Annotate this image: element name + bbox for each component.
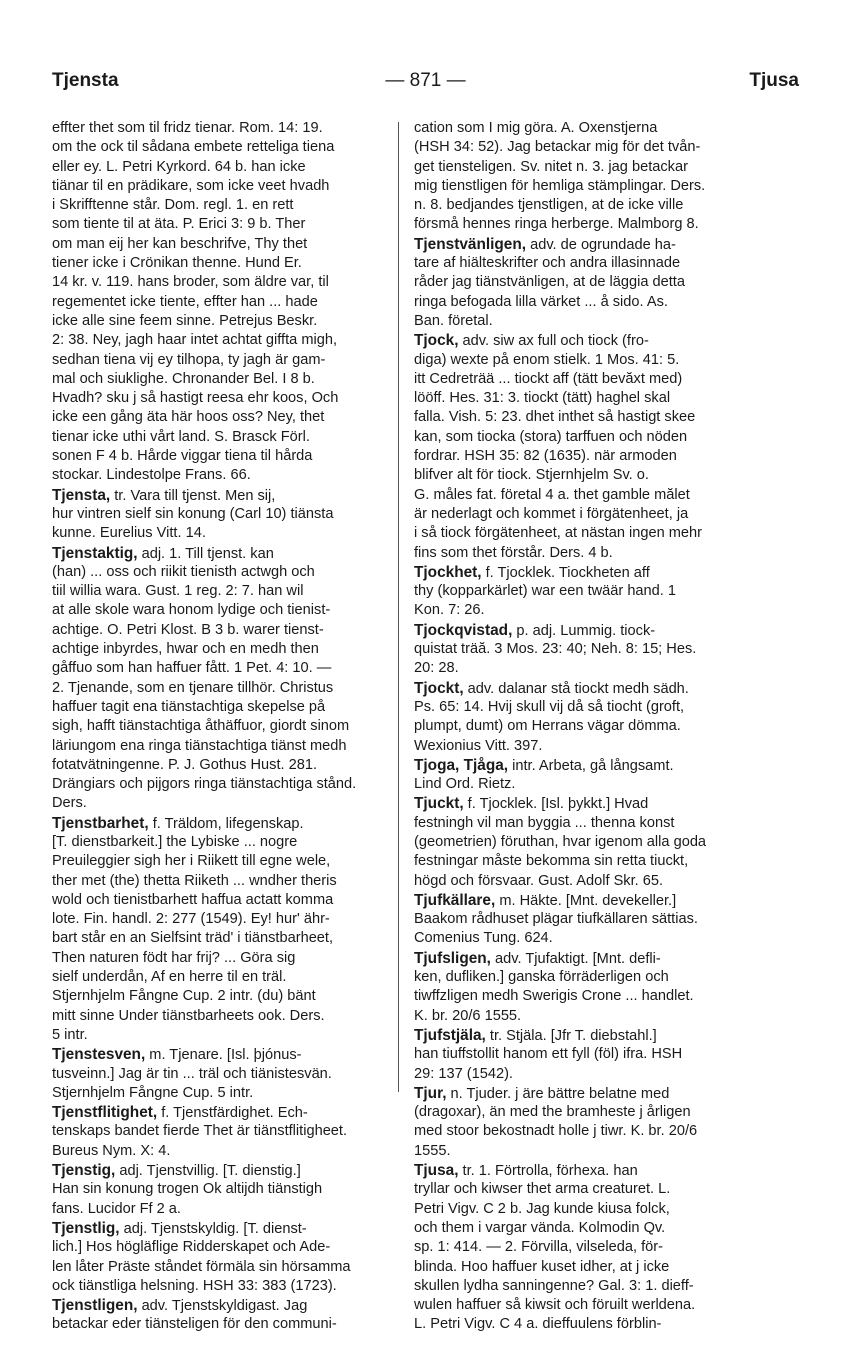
entry-first-line [52,486,397,505]
entry-first-line [414,563,759,582]
entry-first-line [414,1084,759,1103]
text-line [414,640,759,659]
text-line [414,1296,759,1315]
running-head-last-word: Tjusa [749,70,799,91]
line-text: wold och tienistbarhett haffua actatt komma [52,891,334,908]
line-text: 1555. [414,1142,451,1159]
text-line [52,582,397,601]
line-text: sigh, hafft tiänstachtiga åthäffuor, giordt sinom [52,718,350,735]
entry-first-line [414,1161,759,1180]
text-line [414,987,759,1006]
line-text: f. Tjocklek. Tiockheten aff [481,564,650,581]
text-line [414,196,759,215]
text-line [414,775,759,794]
text-line [414,968,759,987]
text-line [414,833,759,852]
line-text: 20: 28. [414,660,459,677]
line-text: itt Cedreträä ... tiockt aff (tätt bevăxt med) [414,370,683,387]
line-text: 2. Tjenande, som en tjenare tillhör. Christus [52,679,334,696]
text-line [52,717,397,736]
line-text: Stjernhjelm Fångne Cup. 2 intr. (du) bänt [52,988,316,1005]
text-line [414,119,759,138]
line-text: (HSH 34: 52). Jag betackar mig för det tvån- [414,139,701,156]
headword: Tjuckt, [414,795,464,813]
text-line [414,447,759,466]
text-line [52,910,397,929]
text-line [52,331,397,350]
text-line [414,312,759,331]
text-line [414,138,759,157]
line-text: eller ey. L. Petri Kyrkord. 64 b. han icke [52,158,306,175]
text-line [52,852,397,871]
line-text: Drängiars och pijgors ringa tiänstachtiga stånd. [52,776,357,793]
line-text: haffuer tagit ena tiänstachtiga skepelse på [52,698,326,715]
line-text: tr. Vara till tjenst. Men sij, [110,487,276,504]
entry-first-line [52,1296,397,1315]
page-number: — 871 — [385,70,466,91]
text-line [414,659,759,678]
line-text: ken, dufliken.] ganska förräderligen och [414,969,669,986]
line-text: fans. Lucidor Ff 2 a. [52,1200,181,1217]
text-line [414,273,759,292]
headword: Tjockqvistad, [414,621,513,639]
line-text: m. Tjenare. [Isl. þjónus- [145,1047,302,1064]
line-text: tr. 1. Förtrolla, förhexa. han [458,1163,638,1180]
headword: Tjenstbarhet, [52,814,149,832]
entry-first-line [414,756,759,775]
line-text: adv. Tjufaktigt. [Mnt. defli- [490,950,661,967]
text-line [52,659,397,678]
text-line [414,852,759,871]
headword: Tjenstig, [52,1162,116,1180]
text-line [414,582,759,601]
line-text: Comenius Tung. 624. [414,930,553,947]
line-text: adv. Tjenstskyldigast. Jag [137,1298,308,1315]
line-text: ther met (the) thetta Riiketh ... wndher theris [52,872,337,889]
text-line [52,601,397,620]
entry-first-line [414,235,759,254]
line-text: quistat träă. 3 Mos. 23: 40; Neh. 8: 15; Hes. [414,641,697,658]
text-line [414,293,759,312]
line-text: icke alle sine feem sinne. Petrejus Beskr. [52,312,318,329]
right-column [414,119,759,1335]
line-text: wulen haffuer så kiwsit och föruilt werldena. [414,1297,696,1314]
headword: Tjufsligen, [414,949,491,967]
line-text: blifver alt för tiock. Stjernhjelm Sv. o. [414,467,649,484]
text-line [52,235,397,254]
line-text: sielf underdån, Af en herre til en träl. [52,969,287,986]
text-line [52,794,397,813]
line-text: ringa befogada lilla värket ... å sido. As. [414,293,668,310]
text-line [52,389,397,408]
line-text: och them i vargar vända. Kolmodin Qv. [414,1219,666,1236]
line-text: mal och siuklighe. Chronander Bel. I 8 b. [52,370,315,387]
text-line [52,833,397,852]
line-text: Preuileggier sigh her i Riikett till egne wele, [52,853,331,870]
entry-first-line [52,1103,397,1122]
text-line [52,987,397,1006]
line-text: ock tiänstliga helsning. HSH 33: 383 (1723). [52,1277,337,1294]
text-line [52,775,397,794]
text-line [414,1277,759,1296]
text-line [52,1180,397,1199]
line-text: läriungom ena ringa tiänstachtiga tiänst medh [52,737,347,754]
line-text: adv. dalanar stå tiockt medh sädh. [463,680,689,697]
text-line [414,814,759,833]
headword: Tjusa, [414,1162,459,1180]
running-head-first-word: Tjensta [52,70,119,91]
text-line [52,1084,397,1103]
line-text: sedhan tiena vij ey tilhopa, ty jagh är gam- [52,351,326,368]
text-line [52,524,397,543]
text-line [52,1200,397,1219]
line-text: effter thet som til fridz tienar. Rom. 14: 19. [52,120,323,136]
line-text: 2: 38. Ney, jagh haar intet achtat giffta migh, [52,332,338,349]
text-line [414,1142,759,1161]
line-text: get tiensteligen. Sv. nitet n. 3. jag betackar [414,158,688,175]
column-divider [398,122,399,1092]
line-text: betackar eder tiänsteligen för den communi- [52,1316,337,1333]
line-text: försmå hennes ringa herberge. Malmborg 8. [414,216,699,233]
line-text: stockar. Lindestolpe Frans. 66. [52,467,251,484]
text-line [52,119,397,138]
line-text: achtige inbyrdes, hwar och en medh then [52,641,319,658]
line-text: m. Häkte. [Mnt. devekeller.] [495,892,677,909]
text-line [52,1065,397,1084]
line-text: med stoor bekostnadt holle j tiwr. K. br. 20/6 [414,1123,698,1140]
line-text: lich.] Hos högläflige Ridderskapet och Ade- [52,1239,331,1256]
line-text: lööff. Hes. 31: 3. tiockt (tätt) haghel skal [414,390,671,407]
line-text: Ban. företal. [414,312,493,329]
headword: Tjenstesven, [52,1046,146,1064]
text-line [414,370,759,389]
line-text: Ps. 65: 14. Hvij skull vij då så tiocht (groft, [414,698,685,715]
text-line [52,949,397,968]
line-text: lote. Fin. handl. 2: 277 (1549). Ey! hur' ähr- [52,911,330,928]
headword: Tjenstvänligen, [414,235,527,253]
line-text: tenskaps bandet fierde Thet är tiänstflitigheet. [52,1123,348,1140]
text-line [52,293,397,312]
text-line [52,351,397,370]
text-line [414,1200,759,1219]
text-line [414,177,759,196]
text-line [414,254,759,273]
entry-first-line [414,679,759,698]
line-text: Petri Vigv. C 2 b. Jag kunde kiusa folck, [414,1200,670,1217]
line-text: blinda. Hoo haffuer kuset idher, at j icke [414,1258,670,1275]
line-text: diga) wexte på enom stielk. 1 Mos. 41: 5. [414,351,680,368]
text-line [52,1142,397,1161]
text-line [52,1007,397,1026]
line-text: Lind Ord. Rietz. [414,776,516,793]
text-line [52,312,397,331]
text-line [414,408,759,427]
entry-first-line [414,794,759,813]
text-line [52,563,397,582]
line-text: mitt sinne Under tiänstbarheets ook. Ders. [52,1007,325,1024]
line-text: skullen lydha sanningenne? Gal. 3: 1. dieff- [414,1277,694,1294]
line-text: festningar måste bekomma sin retta tiuckt, [414,853,689,870]
line-text: intr. Arbeta, gå långsamt. [508,757,674,774]
line-text: kan, som tiocka (stora) tarffuen och nöden [414,428,688,445]
line-text: (han) ... oss och riikit tienisth actwgh och [52,563,315,580]
text-line [52,215,397,234]
text-line [52,698,397,717]
line-text: regementet icke tiente, effter han ... hade [52,293,318,310]
text-line [52,428,397,447]
line-text: tiil willia wara. Gust. 1 reg. 2: 7. han wil [52,583,304,600]
line-text: sp. 1: 414. — 2. Förvilla, vilseleda, för- [414,1239,664,1256]
text-line [414,698,759,717]
line-text: (geometrien) föruthan, hvar igenom alla goda [414,833,707,850]
text-line [414,505,759,524]
headword: Tjensta, [52,486,111,504]
line-text: adv. siw ax full och tiock (fro- [458,333,649,350]
text-line [52,447,397,466]
text-line [414,1315,759,1334]
line-text: tryllar och kiwser thet arma creaturet. L. [414,1181,671,1198]
line-text: thy (kopparkärlet) war een twäär hand. 1 [414,583,677,600]
headword: Tjufkällare, [414,891,496,909]
text-line [414,428,759,447]
line-text: Wexionius Vitt. 397. [414,737,543,754]
left-column [52,119,397,1335]
text-line [52,370,397,389]
text-line [52,254,397,273]
text-line [414,389,759,408]
line-text: plumpt, dumt) om Herrans vägar dömma. [414,718,681,735]
line-text: tare af hiälteskrifter och andra illasinnade [414,255,681,272]
entry-first-line [52,814,397,833]
line-text: n. 8. bedjandes tjenstligen, at de icke ville [414,197,684,214]
text-line [52,1238,397,1257]
line-text: 5 intr. [52,1026,88,1043]
line-text: gåffuo som han haffuer fått. 1 Pet. 4: 10. — [52,660,332,677]
text-line [52,1258,397,1277]
text-line [52,505,397,524]
text-line [414,351,759,370]
entry-first-line [414,891,759,910]
headword: Tjufstjäla, [414,1026,486,1044]
line-text: sonen F 4 b. Hårde viggar tiena til hårda [52,448,313,465]
text-line [414,215,759,234]
line-text: f. Träldom, lifegenskap. [148,815,304,832]
line-text: p. adj. Lummig. tiock- [512,622,656,639]
text-line [414,910,759,929]
line-text: adj. Tjenstvillig. [T. dienstig.] [115,1163,301,1180]
text-line [52,1315,397,1334]
text-line [52,466,397,485]
line-text: råder jag tiänstvänligen, at de läggia detta [414,274,685,291]
line-text: Then naturen födt har frij? ... Göra sig [52,949,296,966]
line-text: K. br. 20/6 1555. [414,1007,522,1024]
line-text: L. Petri Vigv. C 4 a. dieffuulens förblin- [414,1316,662,1333]
line-text: fotatvätningenne. P. J. Gothus Hust. 281. [52,756,318,773]
line-text: G. måles fat. företal 4 a. thet gamble mălet [414,486,690,503]
text-line [414,544,759,563]
line-text: om the ock til sådana embete retteliga tiena [52,139,335,156]
line-text: fins som thet förstår. Ders. 4 b. [414,544,613,561]
text-line [414,1122,759,1141]
text-line [52,273,397,292]
headword: Tjenstflitighet, [52,1104,158,1122]
text-line [414,872,759,891]
line-text: Baakom rådhuset plägar tiufkällaren sättias. [414,911,698,928]
text-line [414,1219,759,1238]
line-text: adv. de ogrundade ha- [526,236,676,253]
line-text: är nederlagt och kommet i förgätenheet, ja [414,505,689,522]
text-line [414,717,759,736]
text-line [52,138,397,157]
text-line [414,1258,759,1277]
entry-first-line [52,1161,397,1180]
line-text: högd och försvaar. Gust. Adolf Skr. 65. [414,872,664,889]
entry-first-line [52,1045,397,1064]
text-line [414,1103,759,1122]
line-text: mig tienstligen för hemliga stämplingar. Ders. [414,177,706,194]
text-line [414,737,759,756]
line-text: i Skrifftenne står. Dom. regl. 1. en rett [52,197,294,214]
text-line [52,408,397,427]
text-line [414,1065,759,1084]
entry-first-line [414,1026,759,1045]
line-text: som tiente til at äta. P. Erici 3: 9 b. Ther [52,216,306,233]
text-line [52,196,397,215]
line-text: tiänar til en prädikare, som icke veet hvadh [52,177,330,194]
headword: Tjockt, [414,679,464,697]
text-line [52,679,397,698]
line-text: Stjernhjelm Fångne Cup. 5 intr. [52,1084,254,1101]
line-text: achtige. O. Petri Klost. B 3 b. warer tienst- [52,621,324,638]
line-text: Ders. [52,795,87,812]
line-text: Bureus Nym. X: 4. [52,1142,171,1159]
text-line [52,756,397,775]
text-line [52,968,397,987]
line-text: 29: 137 (1542). [414,1065,513,1082]
headword: Tjenstlig, [52,1219,120,1237]
entry-first-line [414,331,759,350]
headword: Tjenstligen, [52,1297,138,1315]
line-text: Han sin konung trogen Ok altijdh tiänstigh [52,1181,323,1198]
line-text: han tiuffstollit hanom ett fyll (föl) ifra. HSH [414,1046,683,1063]
line-text: festningh vil man byggia ... thenna konst [414,814,675,831]
line-text: [T. dienstbarkeit.] the Lybiske ... nogre [52,833,298,850]
headword: Tjur, [414,1084,447,1102]
line-text: hur vintren sielf sin konung (Carl 10) tiänsta [52,505,334,522]
text-line [52,177,397,196]
line-text: (dragoxar), än med the bramheste j årligen [414,1104,691,1121]
text-line [52,640,397,659]
text-line [52,621,397,640]
line-text: icke een gång äta här hoos oss? Ney, thet [52,409,325,426]
line-text: tiwffzligen medh Swerigis Crone ... handlet. [414,988,694,1005]
text-line [414,601,759,620]
text-line [414,1045,759,1064]
line-text: kunne. Eurelius Vitt. 14. [52,525,206,542]
headword: Tjenstaktig, [52,544,138,562]
text-line [52,929,397,948]
text-line [52,737,397,756]
text-line [414,486,759,505]
text-line [52,872,397,891]
line-text: Kon. 7: 26. [414,602,485,619]
line-text: cation som I mig göra. A. Oxenstjerna [414,120,658,136]
line-text: len låter Präste ståndet förmäla sin hörsamma [52,1258,351,1275]
line-text: om man eij her kan beschrifve, Thy thet [52,235,308,252]
line-text: tienar icke uthi vårt land. S. Brasck Förl. [52,428,310,445]
line-text: bart står en an Sielfsint träd' i tiänstbarheet, [52,930,334,947]
line-text: tiener icke i Crönikan thenne. Hund Er. [52,255,302,272]
text-line [414,524,759,543]
text-line [414,1180,759,1199]
entry-first-line [52,1219,397,1238]
line-text: n. Tjuder. j äre bättre belatne med [446,1085,670,1102]
text-line [414,466,759,485]
text-line [414,929,759,948]
line-text: f. Tjocklek. [Isl. þykkt.] Hvad [463,796,649,813]
headword: Tjoga, Tjåga, [414,756,509,774]
line-text: fordrar. HSH 35: 82 (1635). när armoden [414,448,677,465]
line-text: tusveinn.] Jag är tin ... träl och tiänistesvän. [52,1065,332,1082]
line-text: adj. Tjenstskyldig. [T. dienst- [119,1220,307,1237]
headword: Tjock, [414,332,459,350]
line-text: i så tiock förgätenheet, at nästan ingen mehr [414,525,702,542]
line-text: adj. 1. Till tjenst. kan [137,545,274,562]
text-line [52,158,397,177]
text-line [52,1026,397,1045]
line-text: falla. Vish. 5: 23. dhet inthet så hastigt skee [414,409,696,426]
entry-first-line [52,544,397,563]
text-line [52,1122,397,1141]
line-text: Hvadh? sku j så hastigt reesa ehr koos, Och [52,390,339,407]
entry-first-line [414,621,759,640]
text-line [414,1007,759,1026]
line-text: 14 kr. v. 119. hans broder, som äldre var, til [52,274,329,291]
line-text: tr. Stjäla. [Jfr T. diebstahl.] [485,1027,657,1044]
text-line [52,891,397,910]
text-line [52,1277,397,1296]
text-line [414,158,759,177]
entry-first-line [414,949,759,968]
line-text: f. Tjenstfärdighet. Ech- [157,1105,308,1122]
text-line [414,1238,759,1257]
headword: Tjockhet, [414,563,482,581]
line-text: at alle skole wara honom lydige och tienist- [52,602,331,619]
